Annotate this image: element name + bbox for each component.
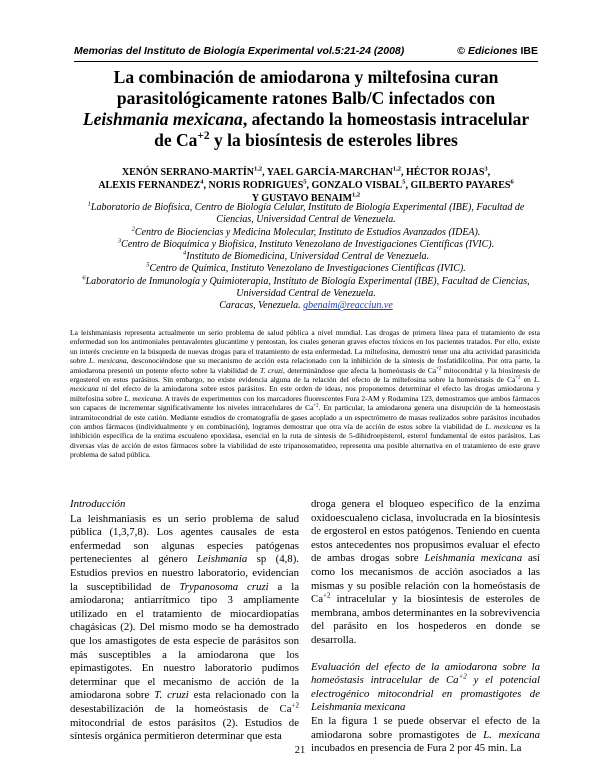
author: ALEXIS FERNANDEZ$^4$, [98, 178, 209, 191]
intro-continuation: droga genera el bloqueo específico de la enzima oxidoescualeno ciclasa, involucrada en la biosíntesis de ergosterol en estos patógenos. Teniendo en cuenta estos antecedentes nos propusimos evaluar el efecto de ambas drogas sobre Leishmania mexicana así como los mecanismos de acción asociados a las mismas y su posible relación con la homeóstasis de $Ca^{+2}$ intracelular y la biosíntesis de esteroles de membrana, ambos determinantes en la sobrevivencia del parásito en los hospederos en donde se desarrolla. [311, 498, 540, 646]
author-list [74, 166, 538, 205]
left-column [70, 498, 299, 744]
publisher-logo [457, 45, 538, 57]
results-paragraph: En la figura 1 se puede observar el efecto de la amiodarona sobre promastigotes de L. mexicana incubados en presencia de Fura 2 por 45 min. La [311, 714, 540, 755]
email-link[interactable]: gbenaim@reacciun.ve [303, 300, 393, 312]
intro-heading: Introducción [70, 498, 126, 510]
page-number: 21 [294, 745, 306, 756]
publisher-name: Ediciones [467, 45, 518, 57]
publisher-abbrev: IBE [520, 45, 538, 57]
author: YAEL GARCÍA-MARCHAN$^{1,2}$, [266, 165, 406, 178]
affiliations [74, 202, 538, 313]
affiliation-6: $^6$Laboratorio de Inmunología y Quimioterapia, Instituto de Biología Experimental (IBE), Facultad de Ciencias, Universidad Central de Venezuela. [82, 274, 530, 300]
affiliation-3: $^3$Centro de Bioquímica y Biofísica, Instituto Venezolano de Investigaciones Científicas (IVIC). [117, 237, 495, 250]
copyright-symbol: © [457, 45, 466, 57]
affiliation-2: $^2$Centro de Biociencias y Medicina Molecular, Instituto de Estudios Avanzados (IDEA). [131, 225, 481, 238]
section-heading: Evaluación del efecto de la amiodarona sobre la homeóstasis intracelular de $Ca^{+2}$ y el potencial electrogénico mitocondrial en promastigotes de Leishmania mexicana [311, 660, 540, 714]
affiliation-5: $^5$Centro de Química, Instituto Venezolano de Investigaciones Científicas (IVIC). [146, 262, 466, 275]
title-sup: +2 [197, 130, 210, 143]
author: GONZALO VISBAL$^5$, [311, 178, 411, 191]
title-text: y la biosíntesis de esteroles libres [209, 130, 458, 150]
intro-paragraph: La leishmaniasis es un serio problema de salud pública (1,3,7,8). Los agentes causales de esta enfermedad son algunas especies patógenas pertenecientes al género Leishmania sp (4,8). Estudios previos en nuestro laboratorio, evidencian la susceptibilidad de Trypanosoma cruzi a la amiodarona; antiarrítmico tipo 3 ampliamente utilizado en el tratamiento de miocardiopatías chagásicas (2). Del mismo modo se ha demostrado que los amastigotes de esta especie de parásitos son más susceptibles a la amiodarona que los epimastigotes. En nuestro laboratorio pudimos determinar que el mecanismo de acción de la amiodarona sobre T. cruzi esta relacionado con la desestabilización de la homeóstasis de $Ca^{+2}$ mitocondrial de estos parásitos (2). Estudios de síntesis orgánica permitieron determinar que esta [70, 512, 300, 743]
location-line: Caracas, Venezuela. gbenaim@reacciun.ve [219, 300, 393, 312]
header-rule [74, 61, 538, 62]
author: GILBERTO PAYARES$^6$ [410, 178, 514, 191]
article-title [74, 67, 538, 151]
title-text: , afectando la homeostasis intracelular de Ca [154, 109, 530, 150]
abstract: La leishmaniasis representa actualmente un serio problema de salud pública a nivel mundial. Las drogas de primera línea para el tratamiento de esta enfermedad son los antimoniales pentavalentes glucantime y pentostan, los cuales generan graves efectos tóxicos en los pacientes tratados. Por ello, existe un interés creciente en la búsqueda de nuevas drogas para el tratamiento de esta enfermedad. La miltefosina, demostró tener una alta actividad parasiticida sobre L. mexicana, desconociéndose que su mecanismo de acción esta relacionado con la inhibición de la síntesis de fosfatidilcolina. Por otra parte, la amiodarona presentó un potente efecto sobre la viabilidad de T. cruzi, determinándose que afecta la homeóstasis de $Ca^{+2}$ mitocondrial y la biosíntesis de ergosterol en estos parásitos. Sin embargo, no existe evidencia alguna de la relación del efecto de la miltefosina sobre la homeóstasis de $Ca^{+2}$ en L. mexicana ni del efecto de la amiodarona sobre estos parásitos. En este orden de ideas, nos proponemos determinar el efecto las drogas amiodarona y miltefosina sobre L. mexicana. A través de experimentos con los marcadores fluorescentes Fura 2-AM y Rodamina 123, demostramos que ambos fármacos son capaces de incrementar significativamente los niveles intracelulares de $Ca^{+2}$. En particular, la amiodarona genera una disrupción de la homeostasis intramitocondrial de este catión. Mediante estudios de cromatografía de gases acoplado a un espectrómetro de masas realizados sobre parásitos incubados con ambos fármacos (individualmente y en combinación), logramos demostrar que otra vía de acción de estos sobre la viabilidad de L. mexicana es la inhibición específica de la enzima escualeno epoxidasa, esencial en la ruta de síntesis de 5-dihidroepisterol, esterol fundamental de estos parásitos. Las diversas vías de acción de estos fármacos sobre la viabilidad de este tripanosomatideo, representa una posible alternativa en el tratamiento de este grave problema de salud pública. [70, 328, 540, 460]
title-text: La combinación de amiodarona y miltefosina curan parasitológicamente ratones Balb/C infectados con [113, 67, 499, 108]
author: XENÓN SERRANO-MARTÍN$^{1,2}$, [121, 165, 267, 178]
affiliation-4: $^4$Instituto de Biomedicina, Universidad Central de Venezuela. [183, 249, 429, 263]
author: Y GUSTAVO BENAIM$^{1,2}$ [251, 191, 361, 204]
affiliation-1: $^1$Laboratorio de Biofísica, Centro de Biología Celular, Instituto de Biología Experimental (IBE), Facultad de Ciencias, Universidad Central de Venezuela. [87, 200, 525, 226]
title-species: Leishmania mexicana [82, 109, 243, 129]
author: NORIS RODRIGUES$^5$, [208, 178, 312, 191]
right-column [311, 498, 540, 756]
journal-citation: Memorias del Instituto de Biología Experimental vol.5:21-24 (2008) [74, 45, 405, 57]
author: HÉCTOR ROJAS$^3$, [405, 165, 491, 178]
running-header [74, 45, 538, 59]
